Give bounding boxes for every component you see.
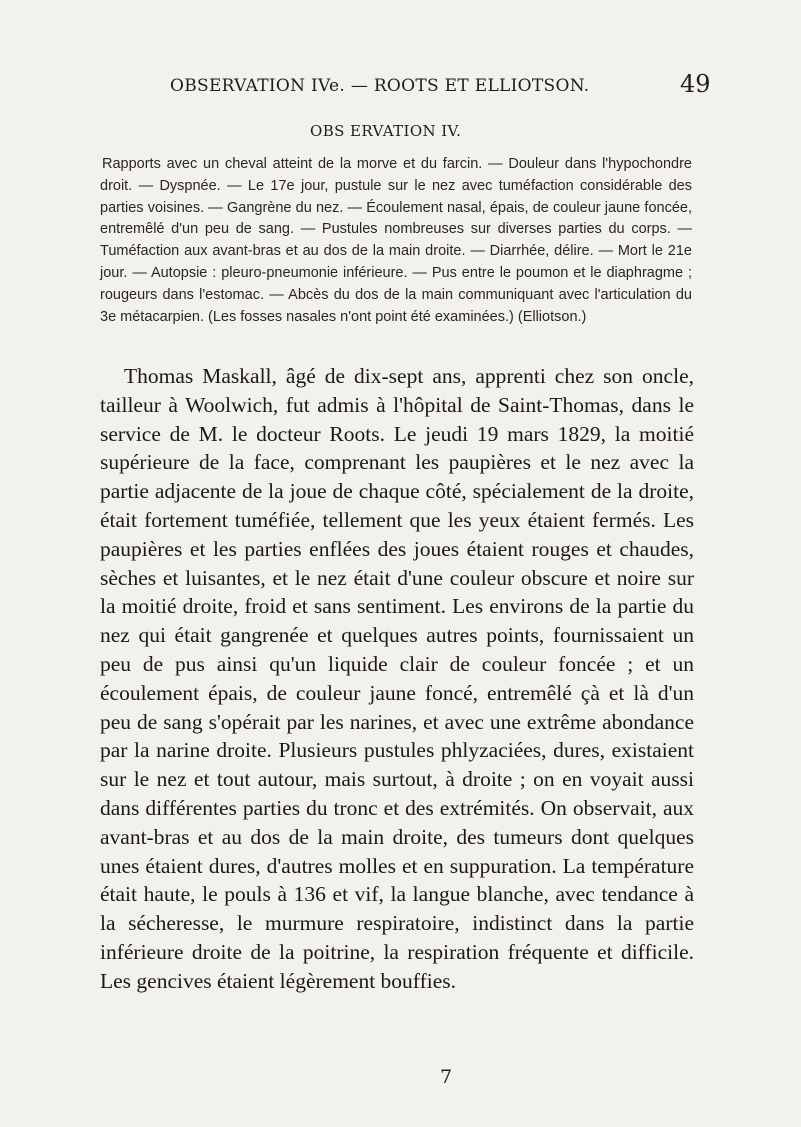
observation-summary: Rapports avec un cheval atteint de la morve et du farcin. — Douleur dans l'hypochondre droit. — Dyspnée. — Le 17e jour, pustule sur le nez avec tuméfaction considérable des parties voisines. — Gangrène du nez. — Écoulement nasal, épais, de couleur jaune foncée, entremêlé d'un peu de sang. — Pustules nombreuses sur diverses parties du corps. — Tuméfaction aux avant-bras et au dos de la main droite. — Diarrhée, délire. — Mort le 21e jour. — Autopsie : pleuro-pneumonie inférieure. — Pus entre le poumon et le diaphragme ; rougeurs dans l'estomac. — Abcès du dos de la main communiquant avec l'articulation du 3e métacarpien. (Les fosses nasales n'ont point été examinées.) (Elliotson.) xyxy=(100,156,692,325)
page-number: 49 xyxy=(680,70,711,98)
running-header: OBSERVATION IVe. — ROOTS ET ELLIOTSON. xyxy=(170,76,590,96)
section-title: OBS ERVATION IV. xyxy=(310,122,462,140)
signature-mark: 7 xyxy=(440,1066,453,1088)
case-description: Thomas Maskall, âgé de dix-sept ans, apprenti chez son oncle, tailleur à Woolwich, fut admis à l'hôpital de Saint-Thomas, dans le service de M. le docteur Roots. Le jeudi 19 mars 1829, la moitié supérieure de la face, comprenant les paupières et le nez avec la partie adjacente de la joue de chaque côté, spécialement de la droite, était fortement tuméfiée, tellement que les yeux étaient fermés. Les paupières et les parties enflées des joues étaient rouges et chaudes, sèches et luisantes, et le nez était d'une couleur obscure et noire sur la moitié droite, froid et sans sentiment. Les environs de la partie du nez qui était gangrenée et quelques autres points, fournissaient un peu de pus ainsi qu'un liquide clair de couleur foncée ; et un écoulement épais, de couleur jaune foncé, entremêlé çà et là d'un peu de sang s'opérait par les narines, et avec une extrême abondance par la narine droite. Plusieurs pustules phlyzaciées, dures, existaient sur le nez et tout autour, mais surtout, à droite ; on en voyait aussi dans différentes parties du tronc et des extrémités. On observait, aux avant-bras et au dos de la main droite, des tumeurs dont quelques unes étaient dures, d'autres molles et en suppuration. La température était haute, le pouls à 136 et vif, la langue blanche, avec tendance à la sécheresse, le murmure respiratoire, indistinct dans la partie inférieure droite de la poitrine, la respiration fréquente et difficile. Les gencives étaient légèrement bouffies. xyxy=(100,364,694,993)
